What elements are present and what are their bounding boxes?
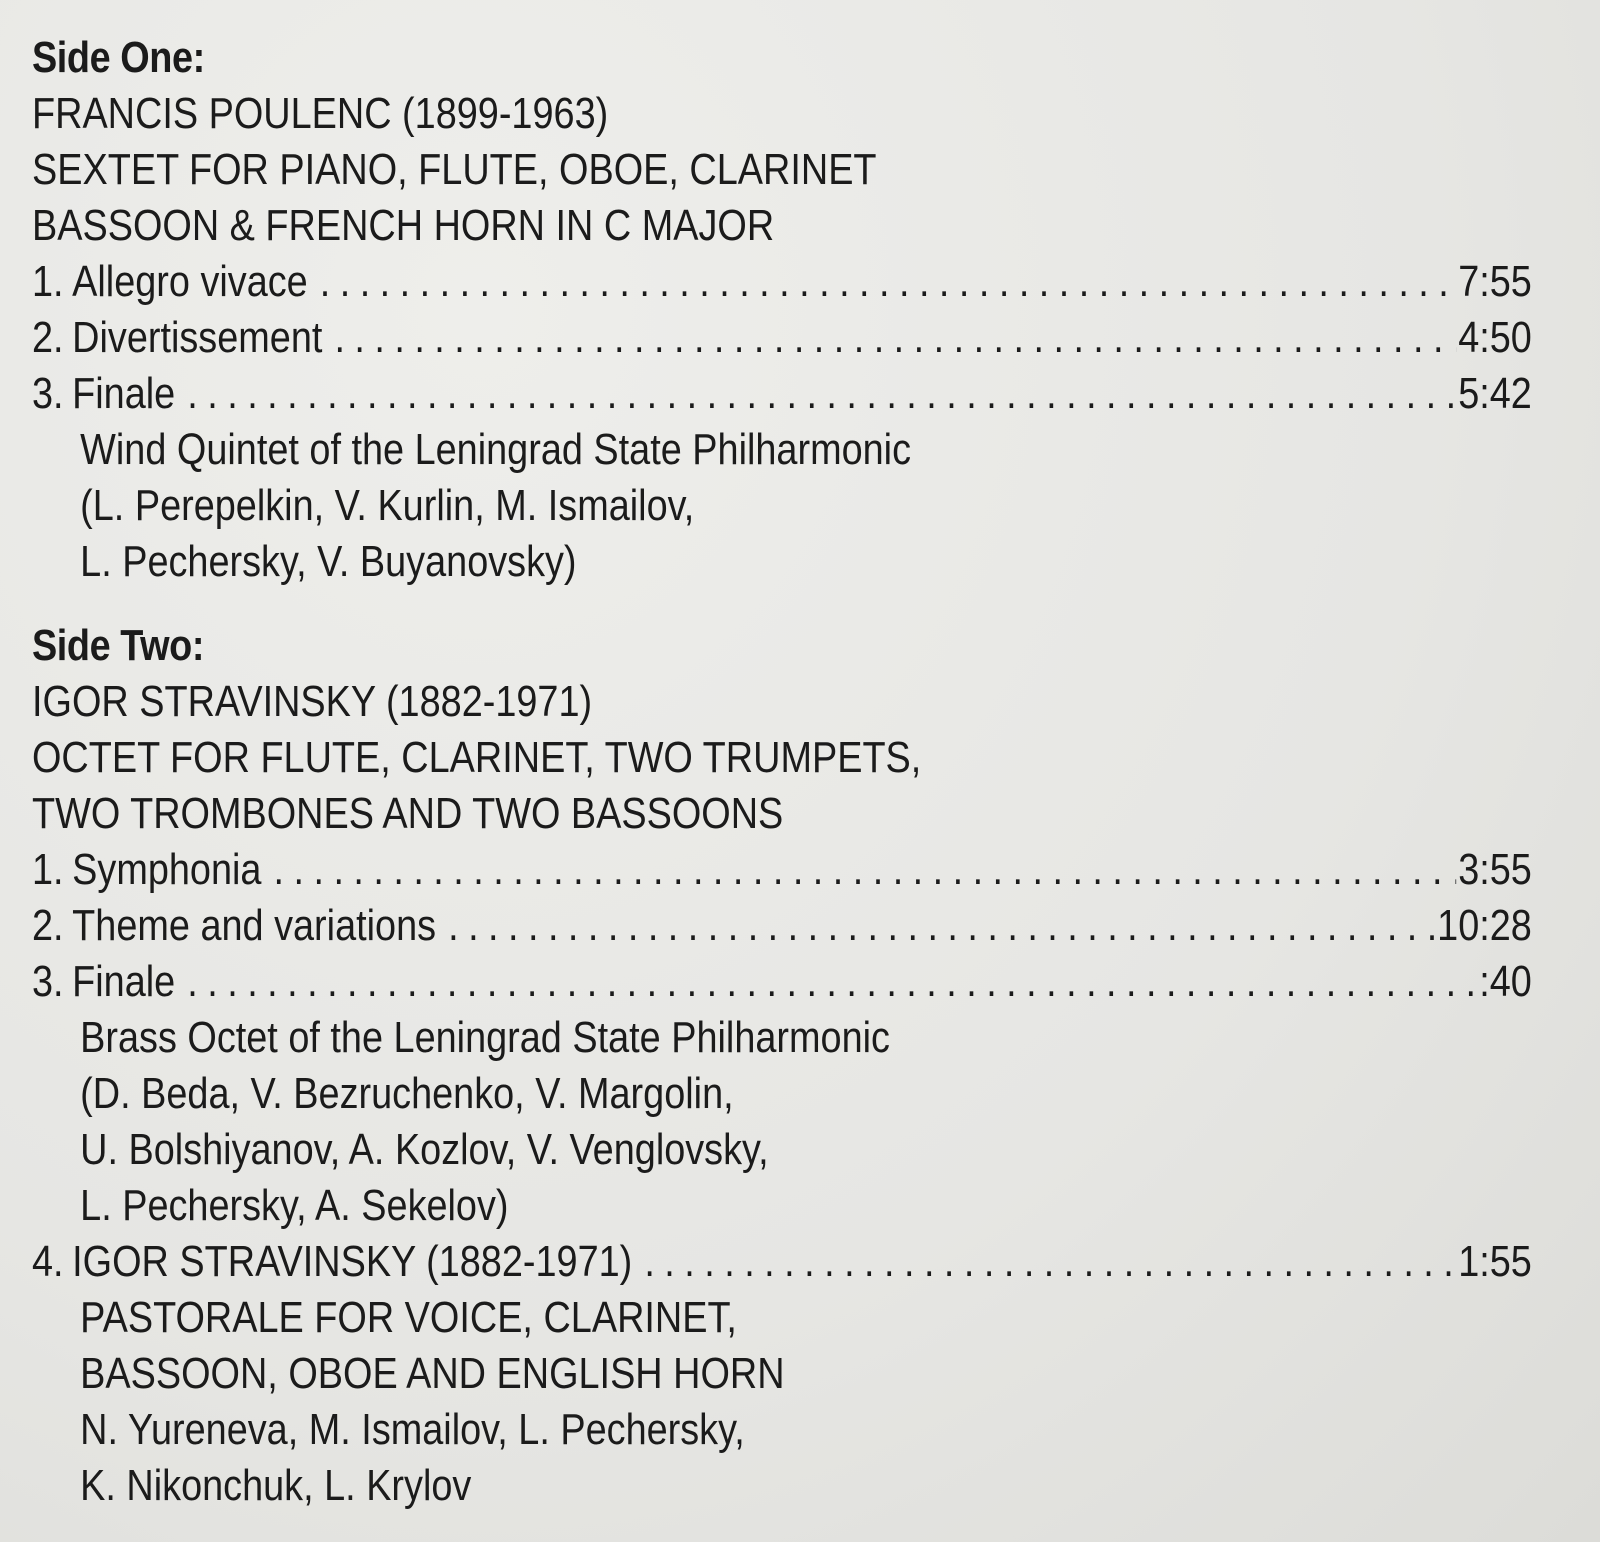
track-number: 2.: [32, 313, 64, 362]
track-row: [32, 366, 1532, 422]
track-row: [32, 1234, 1532, 1290]
track-row: [32, 254, 1532, 310]
track-duration: :40: [1479, 957, 1532, 1006]
track-title: Theme and variations: [72, 901, 437, 950]
track-number: 1.: [32, 845, 64, 894]
dot-leader: [175, 366, 1456, 422]
side-two-composer: IGOR STRAVINSKY (1882-1971): [32, 677, 593, 726]
side-two-section: [32, 618, 1532, 1514]
dot-leader: [436, 898, 1435, 954]
performer-line: L. Pechersky, V. Buyanovsky): [80, 537, 577, 586]
performer-line: Brass Octet of the Leningrad State Philharmonic: [80, 1013, 890, 1062]
track-title: Symphonia: [72, 845, 262, 894]
performer-line: Wind Quintet of the Leningrad State Philharmonic: [80, 425, 912, 474]
dot-leader: [308, 254, 1457, 310]
track-number: 2.: [32, 901, 64, 950]
track-duration: 7:55: [1458, 257, 1532, 306]
track-title: Allegro vivace: [72, 257, 308, 306]
dot-leader: [175, 954, 1477, 1010]
side-two-heading: Side Two:: [32, 621, 205, 670]
track-title: IGOR STRAVINSKY (1882-1971): [72, 1237, 633, 1286]
track-duration: 4:50: [1458, 313, 1532, 362]
track-number: 3.: [32, 957, 64, 1006]
track-row: [32, 898, 1532, 954]
track-row: [32, 954, 1532, 1010]
track4-work-line: BASSOON, OBOE AND ENGLISH HORN: [80, 1349, 785, 1398]
performer-line: K. Nikonchuk, L. Krylov: [80, 1461, 472, 1510]
side-one-heading: Side One:: [32, 33, 205, 82]
track-duration: 3:55: [1458, 845, 1532, 894]
track-number: 3.: [32, 369, 64, 418]
side-one-composer: FRANCIS POULENC (1899-1963): [32, 89, 609, 138]
track-number: 1.: [32, 257, 64, 306]
track-row: [32, 842, 1532, 898]
track-duration: 5:42: [1458, 369, 1532, 418]
side-two-work-line: OCTET FOR FLUTE, CLARINET, TWO TRUMPETS,: [32, 733, 922, 782]
track-number: 4.: [32, 1237, 64, 1286]
performer-line: N. Yureneva, M. Ismailov, L. Pechersky,: [80, 1405, 745, 1454]
performer-line: U. Bolshiyanov, A. Kozlov, V. Venglovsky,: [80, 1125, 769, 1174]
dot-leader: [322, 310, 1456, 366]
track-duration: 1:55: [1458, 1237, 1532, 1286]
dot-leader: [632, 1234, 1456, 1290]
side-one-work-line: SEXTET FOR PIANO, FLUTE, OBOE, CLARINET: [32, 145, 877, 194]
track-title: Finale: [72, 957, 176, 1006]
track-title: Finale: [72, 369, 176, 418]
track-title: Divertissement: [72, 313, 323, 362]
side-two-work-line: TWO TROMBONES AND TWO BASSOONS: [32, 789, 784, 838]
side-one-section: [32, 30, 1532, 590]
performer-line: L. Pechersky, A. Sekelov): [80, 1181, 509, 1230]
side-one-work-line: BASSOON & FRENCH HORN IN C MAJOR: [32, 201, 775, 250]
track-duration: 10:28: [1437, 901, 1532, 950]
dot-leader: [261, 842, 1456, 898]
track4-work-line: PASTORALE FOR VOICE, CLARINET,: [80, 1293, 737, 1342]
performer-line: (L. Perepelkin, V. Kurlin, M. Ismailov,: [80, 481, 695, 530]
track-row: [32, 310, 1532, 366]
performer-line: (D. Beda, V. Bezruchenko, V. Margolin,: [80, 1069, 734, 1118]
